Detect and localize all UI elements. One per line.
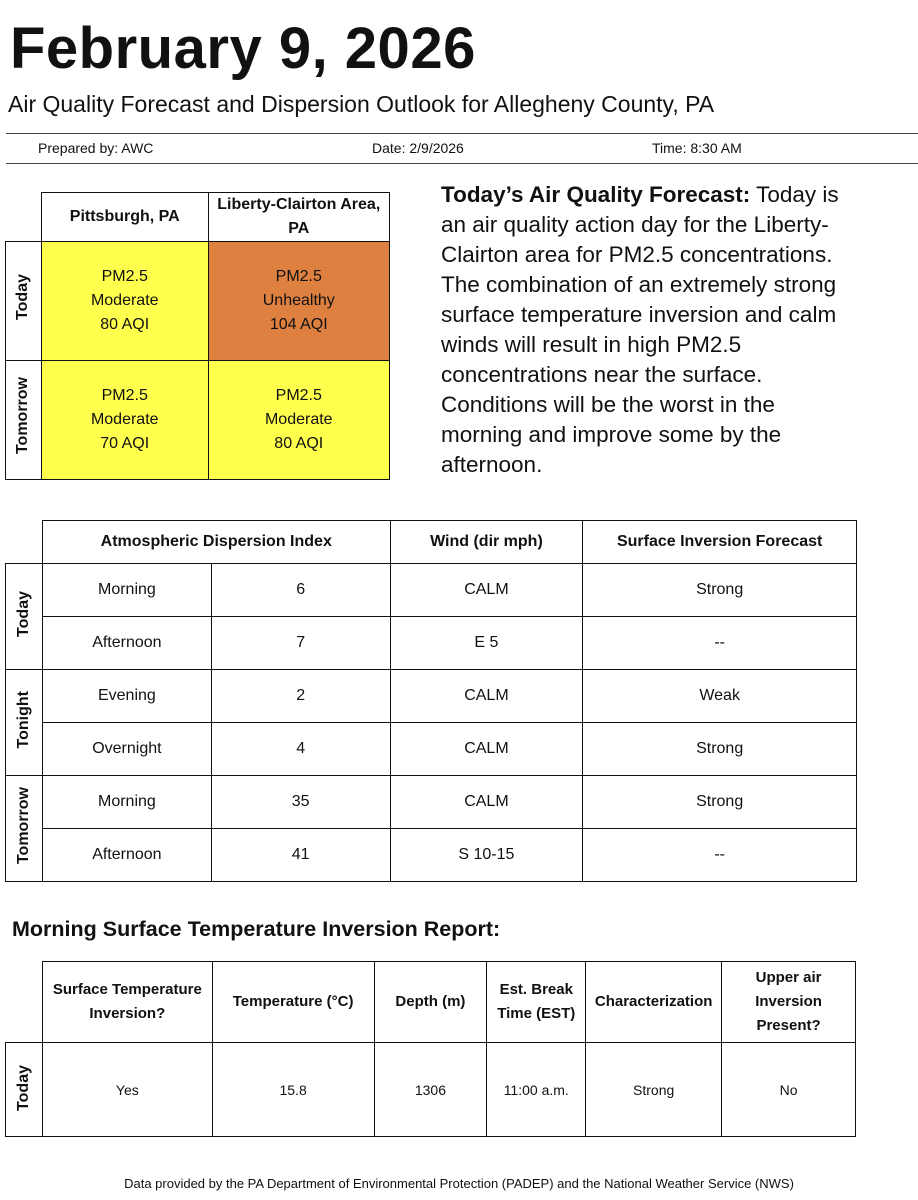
wind: CALM (390, 776, 583, 829)
period: Afternoon (42, 617, 211, 670)
row-label (6, 242, 42, 361)
period: Morning (42, 564, 211, 617)
col-header: Upper air Inversion Present? (722, 962, 856, 1043)
wind: CALM (390, 670, 583, 723)
dispersion-index: 41 (211, 829, 390, 882)
depth: 1306 (374, 1043, 487, 1137)
wind: CALM (390, 564, 583, 617)
dispersion-table (5, 520, 857, 882)
page-title: February 9, 2026 (10, 16, 476, 81)
wind: S 10-15 (390, 829, 583, 882)
aq-col-header: Pittsburgh, PA (41, 193, 208, 242)
inversion: -- (583, 617, 857, 670)
dispersion-index: 2 (211, 670, 390, 723)
group-label-text: Tomorrow (14, 787, 32, 865)
row-label-text: Tomorrow (14, 377, 32, 455)
forecast-heading: Today’s Air Quality Forecast: (441, 182, 751, 207)
dispersion-index: 6 (211, 564, 390, 617)
group-label (6, 670, 43, 776)
period: Overnight (42, 723, 211, 776)
group-label (6, 776, 43, 882)
footer-note: Data provided by the PA Department of Environmental Protection (PADEP) and the National Weather Service (NWS) (124, 1176, 794, 1191)
pollutant: PM2.5 (101, 387, 148, 404)
forecast-text (441, 180, 841, 480)
wind: CALM (390, 723, 583, 776)
col-header: Atmospheric Dispersion Index (42, 521, 390, 564)
col-header: Surface Temperature Inversion? (42, 962, 212, 1043)
aq-cell (41, 361, 208, 480)
row-label-text: Today (14, 1065, 32, 1111)
pollutant: PM2.5 (275, 387, 322, 404)
aq-category: Moderate (90, 292, 159, 309)
divider (6, 133, 918, 134)
col-header: Depth (m) (374, 962, 487, 1043)
aq-cell (41, 242, 208, 361)
col-header: Characterization (586, 962, 722, 1043)
aq-category: Unhealthy (262, 292, 335, 309)
inversion: -- (583, 829, 857, 882)
report-time: Time: 8:30 AM (652, 140, 742, 156)
dispersion-index: 4 (211, 723, 390, 776)
page-subtitle: Air Quality Forecast and Dispersion Outlook for Allegheny County, PA (8, 91, 715, 117)
inversion-present: Yes (42, 1043, 212, 1137)
col-header: Wind (dir mph) (390, 521, 583, 564)
row-label (6, 1043, 43, 1137)
col-header: Surface Inversion Forecast (583, 521, 857, 564)
aq-category: Moderate (90, 411, 159, 428)
inversion-report-table (5, 961, 856, 1137)
row-label (6, 361, 42, 480)
report-date: Date: 2/9/2026 (372, 140, 464, 156)
inversion-report-heading: Morning Surface Temperature Inversion Report: (12, 917, 501, 941)
forecast-body: Today is an air quality action day for the Liberty-Clairton area for PM2.5 concentrations. The combination of an extremely strong surface temperature inversion and calm winds will result in high PM2.5 concentrations near the surface. Conditions will be the worst in the morning and improve some by the afternoon. (441, 182, 839, 477)
col-header: Est. Break Time (EST) (487, 962, 586, 1043)
col-header: Temperature (°C) (212, 962, 374, 1043)
divider (6, 163, 918, 164)
break-time: 11:00 a.m. (487, 1043, 586, 1137)
characterization: Strong (586, 1043, 722, 1137)
row-label-text: Today (14, 274, 32, 320)
pollutant: PM2.5 (275, 268, 322, 285)
group-label-text: Today (14, 591, 32, 637)
dispersion-index: 35 (211, 776, 390, 829)
aq-col-header: Liberty-Clairton Area, PA (208, 193, 389, 242)
group-label-text: Tonight (14, 691, 32, 749)
prepared-by: Prepared by: AWC (38, 140, 154, 156)
temperature: 15.8 (212, 1043, 374, 1137)
aq-forecast-table (5, 192, 390, 480)
period: Afternoon (42, 829, 211, 882)
aqi-value: 80 AQI (274, 435, 324, 452)
aqi-value: 104 AQI (269, 316, 328, 333)
aqi-value: 70 AQI (100, 435, 150, 452)
inversion: Strong (583, 776, 857, 829)
inversion: Strong (583, 564, 857, 617)
period: Morning (42, 776, 211, 829)
wind: E 5 (390, 617, 583, 670)
aq-category: Moderate (264, 411, 333, 428)
inversion: Strong (583, 723, 857, 776)
aqi-value: 80 AQI (100, 316, 150, 333)
dispersion-index: 7 (211, 617, 390, 670)
aq-cell (208, 242, 389, 361)
pollutant: PM2.5 (101, 268, 148, 285)
upper-air-inversion: No (722, 1043, 856, 1137)
aq-cell (208, 361, 389, 480)
period: Evening (42, 670, 211, 723)
group-label (6, 564, 43, 670)
inversion: Weak (583, 670, 857, 723)
